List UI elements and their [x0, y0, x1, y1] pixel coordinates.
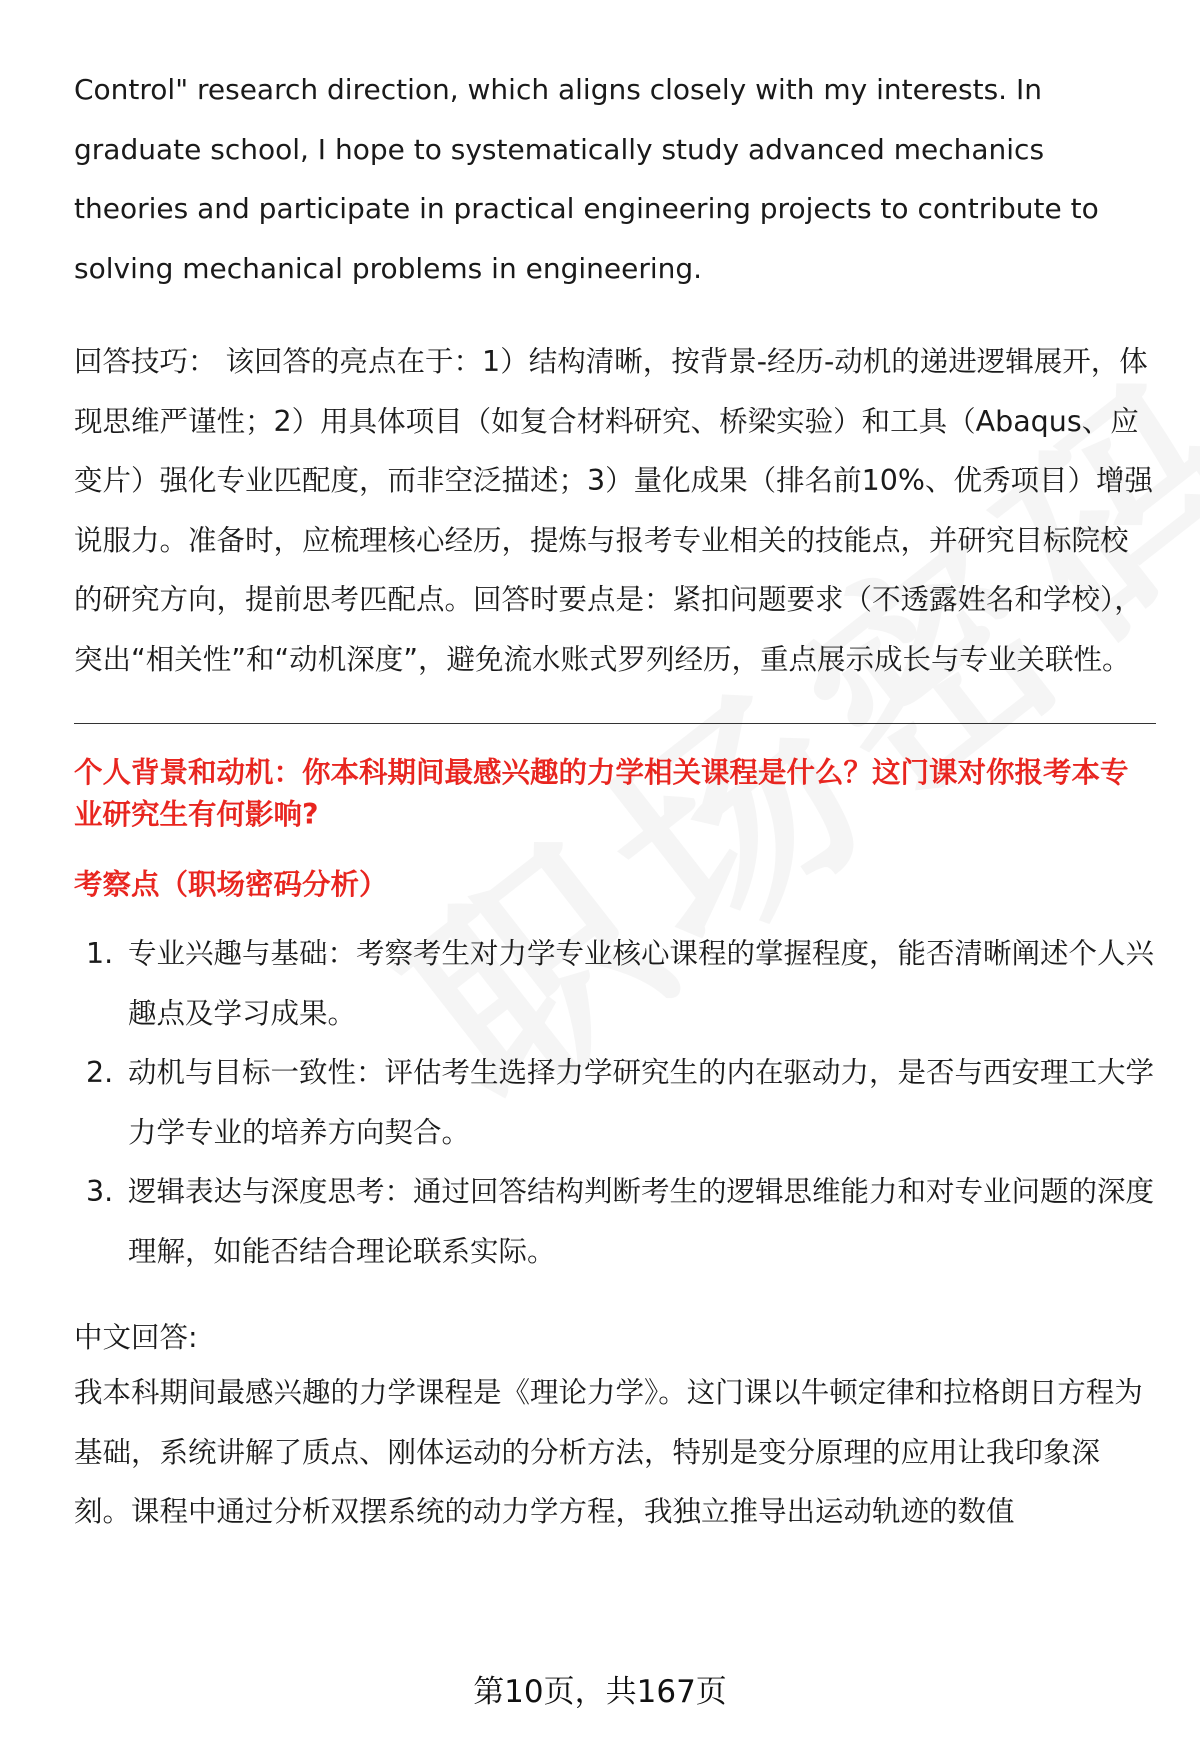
chinese-answer-paragraph: 我本科期间最感兴趣的力学课程是《理论力学》。这门课以牛顿定律和拉格朗日方程为基础，系统讲解了质点、刚体运动的分析方法，特别是变分原理的应用让我印象深刻。课程中通过分析双摆系统的动力学方程，我独立推导出运动轨迹的数值 [74, 1376, 1143, 1528]
list-item-text: 专业兴趣与基础：考察考生对力学专业核心课程的掌握程度，能否清晰阐述个人兴趣点及学习成果。 [128, 937, 1155, 1030]
focus-points-list [74, 924, 1156, 1281]
list-item-text: 动机与目标一致性：评估考生选择力学研究生的内在驱动力，是否与西安理工大学力学专业的培养方向契合。 [128, 1056, 1155, 1149]
section-divider [74, 723, 1156, 724]
list-item-number: 1. [86, 937, 114, 970]
list-item-number: 2. [86, 1056, 114, 1089]
page-content [74, 60, 1156, 1542]
list-item-text: 逻辑表达与深度思考：通过回答结构判断考生的逻辑思维能力和对专业问题的深度理解，如能否结合理论联系实际。 [128, 1175, 1155, 1268]
page-footer: 第10页，共167页 [473, 1674, 727, 1710]
list-item-number: 3. [86, 1175, 114, 1208]
intro-paragraph: Control" research direction, which aligns closely with my interests. In graduate school, I hope to systematically study advanced mechanics theories and participate in practical engineering projects to contribute to solving mechanical problems in engineering. [74, 73, 1099, 285]
focus-heading: 考察点（职场密码分析） [74, 868, 388, 901]
chinese-answer-label: 中文回答: [74, 1321, 198, 1354]
list-item [74, 1043, 1156, 1162]
list-item [74, 1162, 1156, 1281]
answer-tips-paragraph: 回答技巧： 该回答的亮点在于：1）结构清晰，按背景-经历-动机的递进逻辑展开，体现思维严谨性；2）用具体项目（如复合材料研究、桥梁实验）和工具（Abaqus、应变片）强化专业匹配度，而非空泛描述；3）量化成果（排名前10%、优秀项目）增强说服力。准备时，应梳理核心经历，提炼与报考专业相关的技能点，并研究目标院校的研究方向，提前思考匹配点。回答时要点是：紧扣问题要求（不透露姓名和学校），突出“相关性”和“动机深度”，避免流水账式罗列经历，重点展示成长与专业关联性。 [74, 345, 1153, 676]
list-item [74, 924, 1156, 1043]
question-heading: 个人背景和动机：你本科期间最感兴趣的力学相关课程是什么？这门课对你报考本专业研究生有何影响? [74, 756, 1129, 831]
